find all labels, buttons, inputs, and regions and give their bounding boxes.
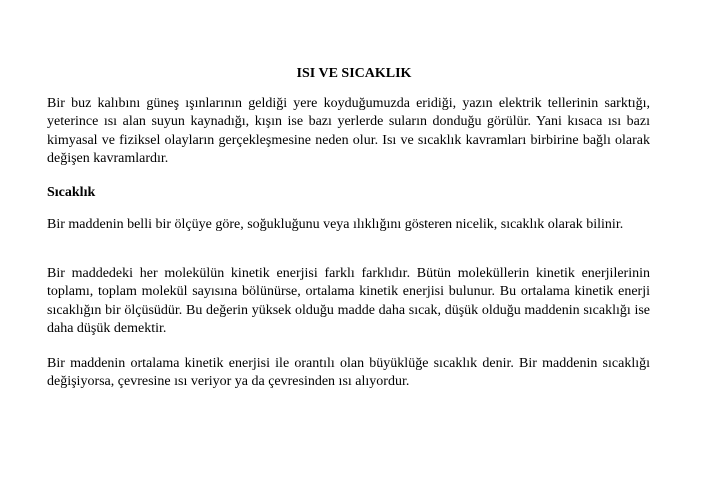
paragraph-temperature: Bir maddenin ortalama kinetik enerjisi ile orantılı olan büyüklüğe sıcaklık denir. Bir maddenin sıcaklığı değişiyorsa, çevresine ısı veriyor ya da çevresinden ısı alıyordur. (47, 356, 650, 390)
paragraph-definition: Bir maddenin belli bir ölçüye göre, soğukluğunu veya ılıklığını gösteren nicelik, sıcaklık olarak bilinir. (47, 217, 624, 232)
section-heading: Sıcaklık (47, 185, 96, 200)
intro-paragraph: Bir buz kalıbını güneş ışınlarının geldiği yere koyduğumuzda eridiği, yazın elektrik tellerinin sarktığı, yeterince ısı alan suyun kaynadığı, kışın ise bazı yerlerde suların donduğu görülür. Yani kısaca ısı bazı kimyasal ve fiziksel olayların gerçekleşmesine neden olur. Isı ve sıcaklık kavramları birbirine bağlı olarak değişen kavramlardır. (47, 96, 650, 166)
paragraph-kinetic-energy: Bir maddedeki her molekülün kinetik enerjisi farklı farklıdır. Bütün moleküllerin kinetik enerjilerinin toplamı, toplam molekül sayısına bölünürse, ortalama kinetik enerjisi bulunur. Bu ortalama kinetik enerji sıcaklığın bir ölçüsüdür. Bu değerin yüksek olduğu madde daha sıcak, düşük olduğu maddenin sıcaklığı ise daha düşük demektir. (47, 266, 650, 336)
page-title: ISI VE SICAKLIK (296, 66, 412, 81)
